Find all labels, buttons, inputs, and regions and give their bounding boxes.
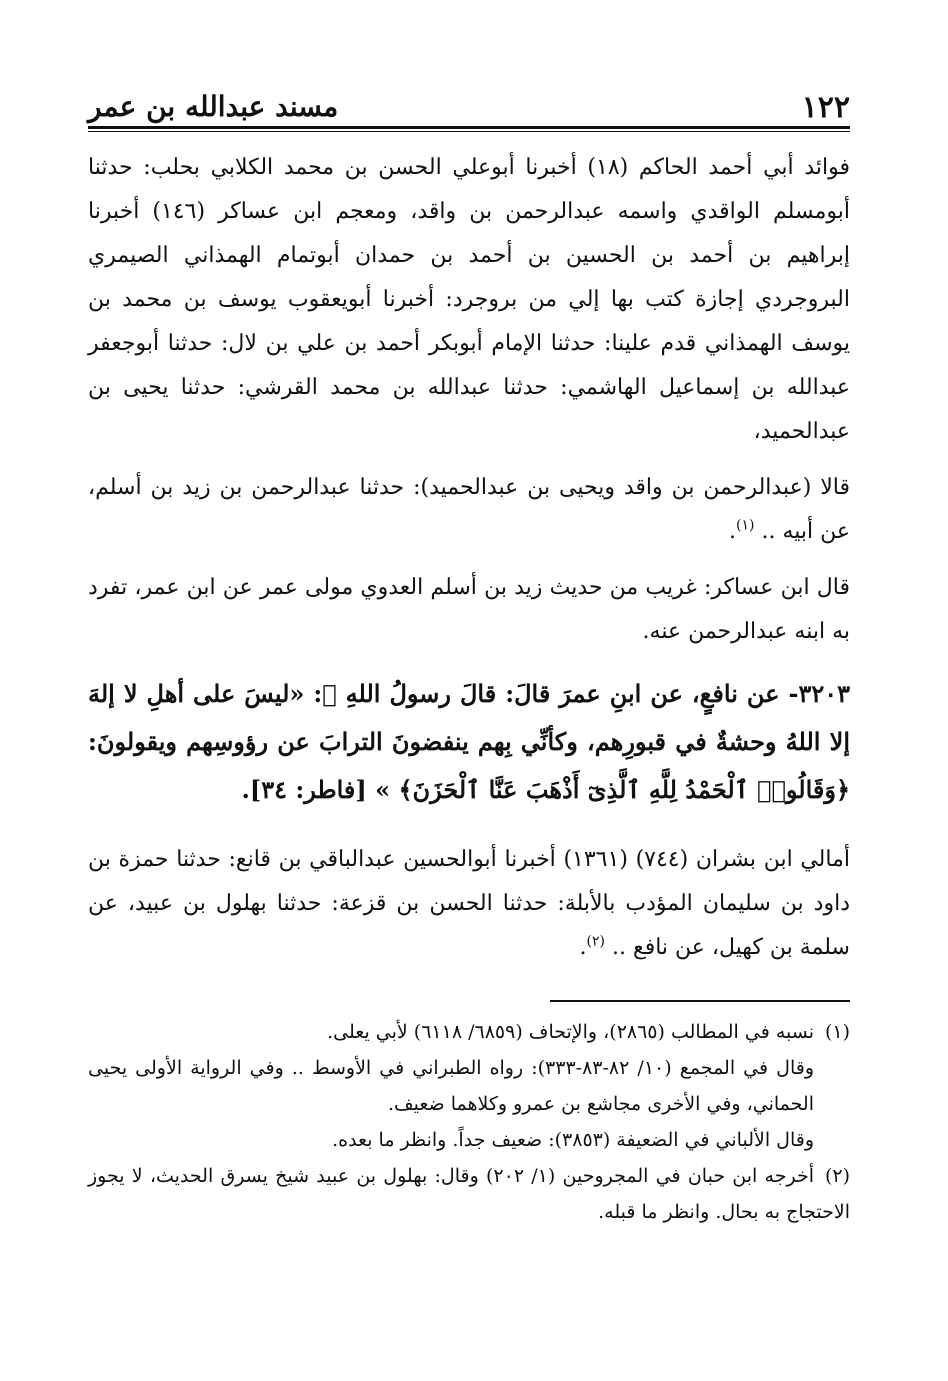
isnad-paragraph-3 <box>88 838 850 970</box>
footnote-1-continuation-2: وقال الألباني في الضعيفة (٣٨٥٣): ضعيف جداً. وانظر ما بعده. <box>332 1129 814 1151</box>
footnote-1-number: (١) <box>824 1021 850 1043</box>
isnad-paragraph-1: فوائد أبي أحمد الحاكم (١٨) أخبرنا أبوعلي الحسن بن محمد الكلابي بحلب: حدثنا أبومسلم الواقدي واسمه عبدالرحمن بن واقد، ومعجم ابن عساكر (١٤٦) أخبرنا إبراهيم بن أحمد بن الحسين بن أحمد بن حمدان أبوتمام الهمذاني الصيمري البروجردي إجازة كتب بها إلي من بروجرد: أخبرنا أبويعقوب يوسف بن محمد بن يوسف الهمذاني قدم علينا: حدثنا الإمام أبوبكر أحمد بن علي بن لال: حدثنا أبوجعفر عبدالله بن إسماعيل الهاشمي: حدثنا عبدالله بن محمد القرشي: حدثنا يحيى بن عبدالحميد، <box>88 155 850 444</box>
footnote-1-continuation-1: وقال في المجمع (١٠/ ٨٢-٨٣-٣٣٣): رواه الطبراني في الأوسط .. وفي الرواية الأولى يحيى الحماني، وفي الأخرى مجاشع بن عمرو وكلاهما ضعيف. <box>88 1057 814 1115</box>
isnad-paragraph-2 <box>88 466 850 554</box>
hadith-text: ٣٢٠٣- عن نافعٍ، عن ابنِ عمرَ قالَ: قالَ رسولُ اللهِ ﷺ: «ليسَ على أهلِ لا إلهَ إلا اللهُ وحشةٌ في قبورِهم، وكأنِّي بِهم ينفضونَ الترابَ عن رؤوسِهم ويقولونَ: ﴿وَقَالُوا۟ ٱلْحَمْدُ لِلَّهِ ٱلَّذِىٓ أَذْهَبَ عَنَّا ٱلْحَزَنَ﴾ » [فاطر: ٣٤]. <box>88 679 850 804</box>
footnote-ref-1[interactable]: (١) <box>736 517 755 534</box>
isnad-paragraph-3-text: أمالي ابن بشران (٧٤٤) (١٣٦١) أخبرنا أبوالحسين عبدالباقي بن قانع: حدثنا حمزة بن داود بن سليمان المؤدب بالأبلة: حدثنا الحسن بن قزعة: حدثنا بهلول بن عبيد، عن سلمة بن كهيل، عن نافع .. <box>88 847 850 960</box>
running-head <box>88 84 850 124</box>
period: . <box>579 935 587 960</box>
period: . <box>729 519 737 544</box>
header-rule <box>88 126 850 132</box>
footnote-2-number: (٢) <box>824 1165 850 1187</box>
book-title: مسند عبدالله بن عمر <box>88 90 339 123</box>
page-number: ١٢٢ <box>801 90 850 125</box>
footnote-separator <box>550 1000 850 1002</box>
page <box>88 84 850 1304</box>
footnote-1-text: نسبه في المطالب (٢٨٦٥)، والإتحاف (٦٨٥٩/ ٦١١٨) لأبي يعلى. <box>327 1021 814 1043</box>
footnote-ref-2[interactable]: (٢) <box>586 933 605 950</box>
commentary-paragraph: قال ابن عساكر: غريب من حديث زيد بن أسلم العدوي مولى عمر عن ابن عمر، تفرد به ابنه عبدالرحمن عنه. <box>88 575 850 644</box>
footnote-2-text: أخرجه ابن حبان في المجروحين (١/ ٢٠٢) وقال: بهلول بن عبيد شيخ يسرق الحديث، لا يجوز الاحتجاج به بحال. وانظر ما قبله. <box>88 1165 850 1223</box>
footnote-1 <box>88 1014 850 1050</box>
isnad-paragraph-2-text: قالا (عبدالرحمن بن واقد ويحيى بن عبدالحميد): حدثنا عبدالرحمن بن زيد بن أسلم، عن أبيه .. <box>88 475 850 544</box>
footnote-2 <box>88 1158 850 1230</box>
